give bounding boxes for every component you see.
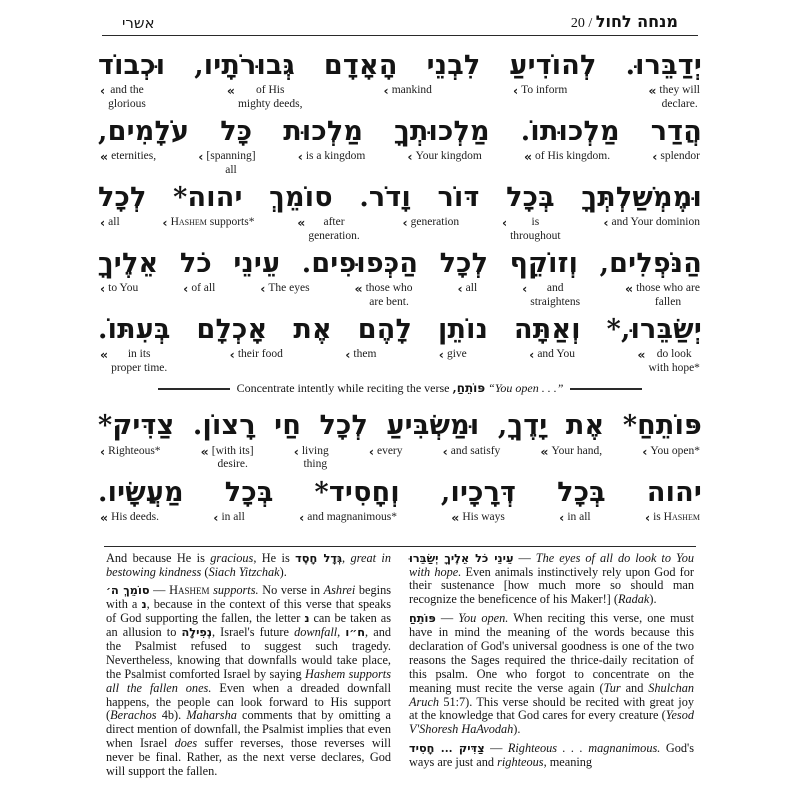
double-chevron-icon: « [637, 347, 646, 363]
interlinear-cell [100, 511, 159, 539]
interlinear-word-line: generation [410, 216, 460, 229]
interlinear-cell [652, 150, 700, 178]
verse-block [98, 408, 702, 472]
interlinear-word-line: proper time. [111, 362, 168, 375]
commentary-paragraph [106, 552, 391, 580]
single-chevron-icon: ‹ [100, 83, 106, 99]
interlinear-word [108, 445, 160, 459]
interlinear-word-line: in all [567, 510, 591, 523]
single-chevron-icon: ‹ [438, 347, 444, 363]
interlinear-word-line: of His kingdom. [535, 150, 611, 163]
interlinear-word [650, 445, 700, 459]
commentary-segment: Hashem supports all the fallen ones. [106, 666, 391, 695]
interlinear-word-line: desire. [217, 458, 248, 471]
double-chevron-icon: « [540, 443, 549, 459]
interlinear-cell [298, 150, 366, 178]
commentary-segment: Tur [603, 680, 621, 695]
single-chevron-icon: ‹ [442, 443, 448, 459]
interlinear-cell [443, 445, 501, 473]
commentary-segment: and [620, 680, 649, 695]
interlinear-word [306, 150, 365, 164]
interlinear-cell [213, 511, 244, 539]
interlinear-cell [100, 348, 167, 376]
interlinear-word [392, 84, 432, 98]
commentary-segment: begins with a [106, 583, 392, 612]
interlinear-word-line: all [108, 216, 120, 229]
verse-hebrew-line: פּוֹתֵחַ* אֶת יָדֶךָ, וּמַשְׂבִּיעַ לְכָל חַי רָצוֹן. צַדִּיק* [98, 410, 702, 442]
interlinear-word-line: throughout [510, 229, 561, 242]
commentary-segment: ). [649, 592, 657, 607]
instruction-line [98, 381, 702, 396]
interlinear-word-line: Your kingdom [415, 150, 482, 163]
interlinear-word [653, 511, 700, 525]
interlinear-word-line: living [301, 444, 329, 457]
commentary-section [106, 552, 694, 779]
interlinear-word [111, 348, 167, 375]
interlinear-cell [294, 445, 329, 473]
commentary-segment: , because in the context of this verse that speaks of God supporting the fallen, the letter [106, 597, 391, 626]
commentary-segment: , He is [253, 550, 296, 565]
commentary-segment: — [435, 611, 459, 626]
verses-bottom [98, 408, 702, 538]
interlinear-word-line: and Your dominion [611, 216, 700, 229]
interlinear-cell [540, 445, 602, 473]
commentary-segment: Even when a dreaded downfall happens, the people can look forward to His support ( [106, 680, 391, 723]
interlinear-word-line: in its [127, 348, 151, 361]
commentary-segment: נ [304, 611, 310, 626]
commentary-paragraph [409, 552, 694, 608]
single-chevron-icon: ‹ [297, 149, 303, 165]
single-chevron-icon: ‹ [603, 215, 609, 231]
interlinear-cell [384, 84, 432, 112]
commentary-segment: 51:7). This verse should be recited with great joy at the knowledge that God cares for every creature ( [409, 694, 694, 723]
interlinear-cell [100, 282, 138, 310]
verse-block [98, 114, 702, 178]
commentary-segment: supports. [209, 583, 259, 598]
commentary-segment: , and the Psalmist refused to suggest such tragedy. Nevertheless, knowing that downfalls would take place, the Psalmist comforted Israel by saying [106, 625, 392, 681]
commentary-segment: And because He is [106, 550, 211, 565]
commentary-segment: God's ways are just and [409, 741, 694, 770]
interlinear-word [212, 445, 254, 472]
interlinear-word [567, 511, 590, 525]
interlinear-cell [230, 348, 283, 376]
interlinear-word-line: His ways [462, 510, 505, 523]
instruction-text-hebrew: פּוֹתֵחַ, [452, 381, 486, 396]
interlinear-word-line: is [531, 216, 540, 229]
interlinear-word-line: of His [256, 84, 285, 97]
commentary-column-right [409, 552, 694, 779]
single-chevron-icon: ‹ [402, 215, 408, 231]
interlinear-cell [183, 282, 215, 310]
interlinear-word-line: To inform [521, 84, 568, 97]
header-service-title: מנחה לחול [595, 12, 678, 31]
instruction-text-english: Concentrate intently while reciting the verse [236, 381, 453, 396]
interlinear-word-line: and magnanimous* [307, 510, 397, 523]
interlinear-cell [513, 84, 567, 112]
interlinear-word [108, 282, 138, 296]
instruction-text [237, 381, 564, 396]
interlinear-word [530, 282, 580, 309]
interlinear-word-line: generation. [308, 229, 360, 242]
interlinear-translation-row [98, 84, 702, 112]
single-chevron-icon: ‹ [501, 215, 508, 231]
interlinear-cell [100, 216, 120, 244]
single-chevron-icon: ‹ [642, 443, 648, 459]
interlinear-word [416, 150, 482, 164]
double-chevron-icon: « [226, 83, 235, 99]
interlinear-word [108, 84, 146, 111]
interlinear-word-line: do look [656, 348, 692, 361]
interlinear-word-line: are bent. [369, 295, 409, 308]
header-page-title [571, 12, 678, 32]
interlinear-cell [355, 282, 413, 310]
interlinear-word-line: is Hashem [653, 510, 700, 523]
interlinear-word-line: fallen [654, 295, 682, 308]
double-chevron-icon: « [100, 347, 109, 363]
commentary-segment: suffer reverses, those reverses will never be final. Rather, as the next verse declares, God will support the fallen. [106, 736, 391, 779]
interlinear-word [649, 348, 700, 375]
commentary-segment: , meaning [543, 755, 593, 770]
interlinear-cell [407, 150, 481, 178]
commentary-segment: No verse in [258, 583, 324, 598]
verses-top [98, 48, 702, 376]
interlinear-word-line: The eyes [268, 282, 310, 295]
interlinear-word [521, 84, 567, 98]
interlinear-cell [345, 348, 376, 376]
interlinear-cell [299, 511, 397, 539]
interlinear-word-line: You open* [650, 444, 700, 457]
commentary-segment: gracious [210, 550, 254, 565]
interlinear-word [660, 150, 700, 164]
single-chevron-icon: ‹ [652, 149, 658, 165]
interlinear-word-line: and the [110, 84, 144, 97]
instruction-rule-left [158, 388, 230, 389]
page-header [102, 12, 698, 36]
double-chevron-icon: « [451, 509, 460, 525]
verse-block [98, 180, 702, 244]
interlinear-word [447, 348, 467, 362]
interlinear-word [551, 445, 602, 459]
interlinear-word-line: Righteous* [108, 444, 161, 457]
interlinear-word-line: [with its] [211, 444, 254, 457]
single-chevron-icon: ‹ [293, 443, 299, 459]
verse-hebrew-line: וּמֶמְשַׁלְתְּךָ בְּכָל דּוֹר וָדֹר. סוֹמֵךְ יהוה* לְכָל [98, 182, 702, 214]
interlinear-word [377, 445, 403, 459]
interlinear-cell [297, 216, 360, 244]
verse-block [98, 48, 702, 112]
commentary-segment: נְפִילָה [181, 625, 212, 640]
single-chevron-icon: ‹ [383, 83, 389, 99]
interlinear-word-line: give [446, 348, 467, 361]
interlinear-cell [260, 282, 309, 310]
commentary-segment: ). [279, 564, 287, 579]
single-chevron-icon: ‹ [229, 347, 235, 363]
single-chevron-icon: ‹ [559, 509, 565, 525]
interlinear-word-line: to You [108, 282, 139, 295]
interlinear-translation-row [98, 445, 702, 473]
double-chevron-icon: « [297, 215, 306, 231]
interlinear-word-line: glorious [108, 97, 146, 110]
interlinear-word-line: thing [303, 458, 328, 471]
commentary-segment: can be taken as an allusion to [106, 611, 392, 640]
commentary-column-left [106, 552, 391, 779]
interlinear-word-line: mankind [391, 84, 432, 97]
verse-hebrew-line: יהוה בְּכָל דְּרָכָיו, וְחָסִיד* בְּכָל מַעֲשָׂיו. [98, 476, 702, 508]
commentary-paragraph [106, 584, 391, 778]
header-section-name: אשרי [122, 14, 155, 32]
single-chevron-icon: ‹ [100, 281, 106, 297]
interlinear-word-line: straightens [530, 295, 581, 308]
commentary-segment: Righteous . . . magnanimous. [507, 741, 661, 756]
divine-name-small-caps: Hashem [170, 216, 207, 229]
interlinear-word [302, 445, 329, 472]
interlinear-cell [227, 84, 303, 112]
interlinear-cell [100, 150, 156, 178]
double-chevron-icon: « [100, 149, 109, 165]
commentary-segment: גְּדָל חָסֶד [295, 550, 343, 565]
interlinear-cell [648, 84, 700, 112]
interlinear-word-line: and You [537, 348, 576, 361]
interlinear-cell [201, 445, 254, 473]
single-chevron-icon: ‹ [529, 347, 535, 363]
double-chevron-icon: « [100, 509, 109, 525]
interlinear-word-line: [spanning] [206, 150, 256, 163]
verse-hebrew-line: הֲדַר מַלְכוּתוֹ. מַלְכוּתְךָ מַלְכוּת כָּל עֹלָמִים, [98, 116, 702, 148]
commentary-segment: Hashem [169, 583, 210, 598]
interlinear-word [221, 511, 244, 525]
verse-hebrew-line: הַנֹּפְלִים, וְזוֹקֵף לְכָל הַכְּפוּפִים. עֵינֵי כֹל אֵלֶיךָ [98, 248, 702, 280]
commentary-segment: סוֹמֵךְ ה׳ [106, 583, 150, 598]
commentary-segment: , Israel's future [211, 625, 295, 640]
interlinear-word-line: with hope* [648, 362, 700, 375]
commentary-segment: ח״ו [345, 625, 366, 640]
commentary-paragraph [409, 742, 694, 770]
single-chevron-icon: ‹ [213, 509, 219, 525]
interlinear-word-line: eternities, [111, 150, 157, 163]
double-chevron-icon: « [648, 83, 657, 99]
interlinear-translation-row [98, 216, 702, 244]
interlinear-cell [457, 282, 477, 310]
commentary-segment: Berachos [110, 708, 157, 723]
commentary-segment: ( [204, 564, 209, 579]
interlinear-word [353, 348, 376, 362]
commentary-segment: — [149, 583, 170, 598]
interlinear-cell [369, 445, 403, 473]
single-chevron-icon: ‹ [368, 443, 374, 459]
interlinear-cell [402, 216, 459, 244]
single-chevron-icon: ‹ [100, 215, 106, 231]
single-chevron-icon: ‹ [512, 83, 519, 99]
single-chevron-icon: ‹ [299, 509, 305, 525]
interlinear-cell [198, 150, 255, 178]
interlinear-translation-row [98, 150, 702, 178]
commentary-segment: Even animals instinctively rely upon God for their sustenance [how much more so should man recognize the beneficence of his Maker!] ( [409, 564, 694, 607]
verse-block [98, 475, 702, 539]
interlinear-word [268, 282, 309, 296]
interlinear-cell [625, 282, 700, 310]
single-chevron-icon: ‹ [407, 149, 413, 165]
interlinear-translation-row [98, 348, 702, 376]
interlinear-cell [100, 84, 146, 112]
instruction-text-quote: “You open . . .” [485, 381, 564, 396]
interlinear-word-line: declare. [661, 97, 698, 110]
interlinear-cell [559, 511, 590, 539]
interlinear-word-line: His deeds. [111, 510, 159, 523]
commentary-segment: The eyes of all do look to You with hope. [409, 550, 694, 579]
commentary-segment: comments that by omitting a direct mention of downfall, the Psalmist implies that even when Israel [106, 708, 391, 751]
interlinear-word-line: all [225, 163, 237, 176]
interlinear-cell [645, 511, 700, 539]
interlinear-word-line: and [546, 282, 564, 295]
interlinear-word [462, 511, 505, 525]
verse-block [98, 246, 702, 310]
interlinear-word [111, 150, 156, 164]
commentary-segment: Ashrei [323, 583, 356, 598]
interlinear-word-line: their food [237, 348, 283, 361]
single-chevron-icon: ‹ [198, 149, 204, 165]
commentary-segment: Yesod V'Shoresh HaAvodah [409, 708, 694, 737]
interlinear-word-line: splendor [660, 150, 700, 163]
interlinear-cell [502, 216, 561, 244]
interlinear-word [611, 216, 700, 230]
commentary-segment: downfall [294, 625, 338, 640]
interlinear-word-line: in all [221, 510, 245, 523]
interlinear-word [238, 348, 283, 362]
interlinear-cell [100, 445, 161, 473]
interlinear-word [466, 282, 478, 296]
interlinear-word [411, 216, 460, 230]
interlinear-word-line: is a kingdom [305, 150, 366, 163]
interlinear-cell [637, 348, 700, 376]
commentary-segment: פּוֹתֵחַ [409, 611, 436, 626]
single-chevron-icon: ‹ [457, 281, 463, 297]
commentary-segment: When reciting this verse, one must have in mind the meaning of the words because this declaration of God's universal goodness is one of the two reasons the Sages required the thrice-daily recitation of this psalm. One who forgot to concentrate on the meaning must recite the verse again ( [409, 611, 694, 695]
interlinear-translation-row [98, 282, 702, 310]
interlinear-word [191, 282, 215, 296]
single-chevron-icon: ‹ [345, 347, 351, 363]
verse-hebrew-line: יְדַבֵּרוּ. לְהוֹדִיעַ לִבְנֵי הָאָדָם גְּבוּרֹתָיו, וּכְבוֹד [98, 50, 702, 81]
single-chevron-icon: ‹ [260, 281, 266, 297]
verse-hebrew-line: יְשַׂבֵּרוּ,* וְאַתָּה נוֹתֵן לָהֶם אֶת אָכְלָם בְּעִתּוֹ. [98, 314, 702, 346]
double-chevron-icon: « [354, 281, 363, 297]
commentary-segment: righteous [497, 755, 544, 770]
interlinear-word [510, 216, 560, 243]
single-chevron-icon: ‹ [522, 281, 528, 297]
interlinear-word-line: every [376, 444, 403, 457]
commentary-segment: Radak [617, 592, 650, 607]
double-chevron-icon: « [200, 443, 209, 459]
interlinear-word [659, 84, 700, 111]
interlinear-word-line: mighty deeds, [237, 97, 303, 110]
interlinear-cell [522, 282, 580, 310]
interlinear-word [451, 445, 501, 459]
interlinear-word [206, 150, 255, 177]
commentary-segment: 4b). [156, 708, 187, 723]
commentary-segment: — [484, 741, 508, 756]
interlinear-word [108, 216, 120, 230]
interlinear-word-line: and satisfy [450, 444, 501, 457]
commentary-segment: , [337, 625, 346, 640]
interlinear-translation-row [98, 511, 702, 539]
interlinear-word [111, 511, 159, 525]
interlinear-word-line: after [323, 216, 345, 229]
interlinear-word-line: all [465, 282, 478, 295]
interlinear-cell [524, 150, 610, 178]
instruction-rule-right [570, 388, 642, 389]
verse-block [98, 312, 702, 376]
commentary-segment: עֵינֵי כֹל אֵלֶיךָ יְשַׂבֵּרוּ [409, 550, 514, 565]
commentary-paragraph [409, 612, 694, 737]
commentary-divider [104, 546, 696, 547]
single-chevron-icon: ‹ [644, 509, 651, 525]
interlinear-word-line: those who are [636, 282, 700, 295]
commentary-segment: Maharsha [186, 708, 237, 723]
header-page-number: 20 [570, 16, 585, 31]
single-chevron-icon: ‹ [162, 215, 168, 231]
divine-name-small-caps: Hashem [663, 510, 700, 523]
commentary-segment: , [342, 550, 351, 565]
interlinear-word [537, 348, 575, 362]
commentary-segment: נ [141, 597, 147, 612]
interlinear-cell [529, 348, 575, 376]
interlinear-word-line: those who [365, 282, 413, 295]
interlinear-word [535, 150, 610, 164]
interlinear-word [636, 282, 700, 309]
interlinear-cell [162, 216, 254, 244]
interlinear-word [308, 216, 359, 243]
interlinear-word-line: Your hand, [551, 444, 603, 457]
commentary-segment: ). [513, 722, 521, 737]
interlinear-cell [439, 348, 467, 376]
commentary-segment: צַדִּיק ... חָסִיד [409, 741, 485, 756]
interlinear-word [307, 511, 397, 525]
commentary-segment: great in bestowing kindness [106, 550, 391, 579]
double-chevron-icon: « [625, 281, 634, 297]
commentary-segment: You open. [458, 611, 509, 626]
commentary-segment: Shulchan Aruch [409, 680, 695, 709]
interlinear-cell [642, 445, 700, 473]
single-chevron-icon: ‹ [100, 443, 106, 459]
interlinear-word [366, 282, 413, 309]
interlinear-word-line: Hashem supports* [170, 216, 255, 229]
single-chevron-icon: ‹ [183, 281, 189, 297]
interlinear-word-line: of all [191, 282, 216, 295]
interlinear-word-line: them [353, 348, 377, 361]
interlinear-cell [451, 511, 505, 539]
commentary-segment: does [174, 736, 198, 751]
double-chevron-icon: « [523, 149, 533, 165]
interlinear-word [171, 216, 255, 230]
interlinear-cell [603, 216, 700, 244]
interlinear-word [238, 84, 303, 111]
commentary-segment: — [513, 550, 536, 565]
interlinear-word-line: they will [659, 84, 700, 97]
header-separator: / [584, 16, 596, 31]
commentary-segment: Siach Yitzchak [208, 564, 280, 579]
